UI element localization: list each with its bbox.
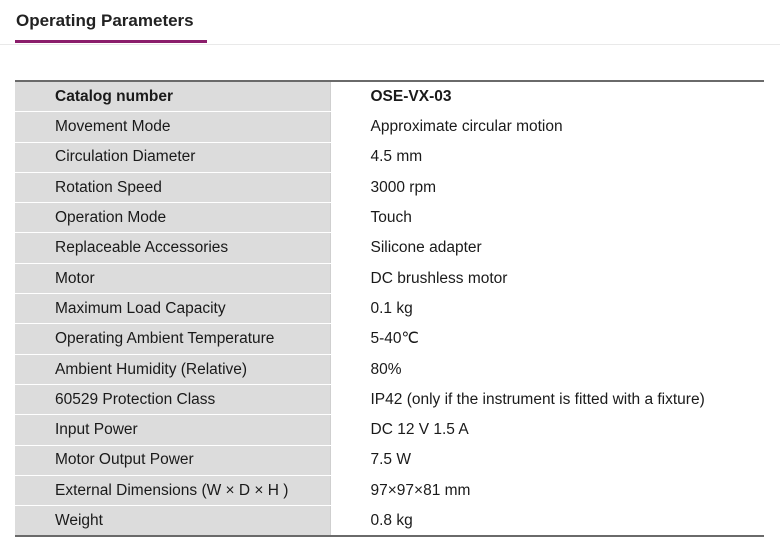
row-label: Weight: [15, 506, 330, 537]
row-label: External Dimensions (W × D × H ): [15, 475, 330, 505]
row-label: Rotation Speed: [15, 172, 330, 202]
row-value: 0.8 kg: [330, 506, 764, 537]
row-label: Maximum Load Capacity: [15, 294, 330, 324]
table-row: [15, 445, 764, 475]
table-row: [15, 475, 764, 505]
active-tab-indicator: [15, 40, 207, 43]
row-value: Touch: [330, 203, 764, 233]
row-label: Operation Mode: [15, 203, 330, 233]
table-row: [15, 384, 764, 414]
operating-parameters-table: [15, 80, 764, 537]
row-value: 0.1 kg: [330, 294, 764, 324]
row-label: 60529 Protection Class: [15, 384, 330, 414]
row-label: Input Power: [15, 415, 330, 445]
table-row: [15, 324, 764, 354]
row-value: Approximate circular motion: [330, 112, 764, 142]
table-row: [15, 294, 764, 324]
table-row: [15, 142, 764, 172]
row-value: 97×97×81 mm: [330, 475, 764, 505]
row-value: DC 12 V 1.5 A: [330, 415, 764, 445]
row-label: Motor: [15, 263, 330, 293]
table-header-row: [15, 81, 764, 112]
row-value: 7.5 W: [330, 445, 764, 475]
table-row: [15, 203, 764, 233]
row-label: Motor Output Power: [15, 445, 330, 475]
row-value: 4.5 mm: [330, 142, 764, 172]
table-row: [15, 233, 764, 263]
row-label: Movement Mode: [15, 112, 330, 142]
table-row: [15, 263, 764, 293]
tab-operating-parameters[interactable]: Operating Parameters: [16, 11, 194, 30]
row-value: 80%: [330, 354, 764, 384]
catalog-number-value: OSE-VX-03: [330, 81, 764, 112]
catalog-number-label: Catalog number: [15, 81, 330, 112]
row-value: DC brushless motor: [330, 263, 764, 293]
row-label: Circulation Diameter: [15, 142, 330, 172]
row-label: Replaceable Accessories: [15, 233, 330, 263]
table-row: [15, 415, 764, 445]
row-value: 5-40℃: [330, 324, 764, 354]
row-label: Ambient Humidity (Relative): [15, 354, 330, 384]
tab-header: [0, 0, 780, 45]
row-label: Operating Ambient Temperature: [15, 324, 330, 354]
row-value: Silicone adapter: [330, 233, 764, 263]
row-value: IP42 (only if the instrument is fitted with a fixture): [330, 384, 764, 414]
table-row: [15, 172, 764, 202]
table-row: [15, 354, 764, 384]
row-value: 3000 rpm: [330, 172, 764, 202]
table-row: [15, 112, 764, 142]
table-row: [15, 506, 764, 537]
